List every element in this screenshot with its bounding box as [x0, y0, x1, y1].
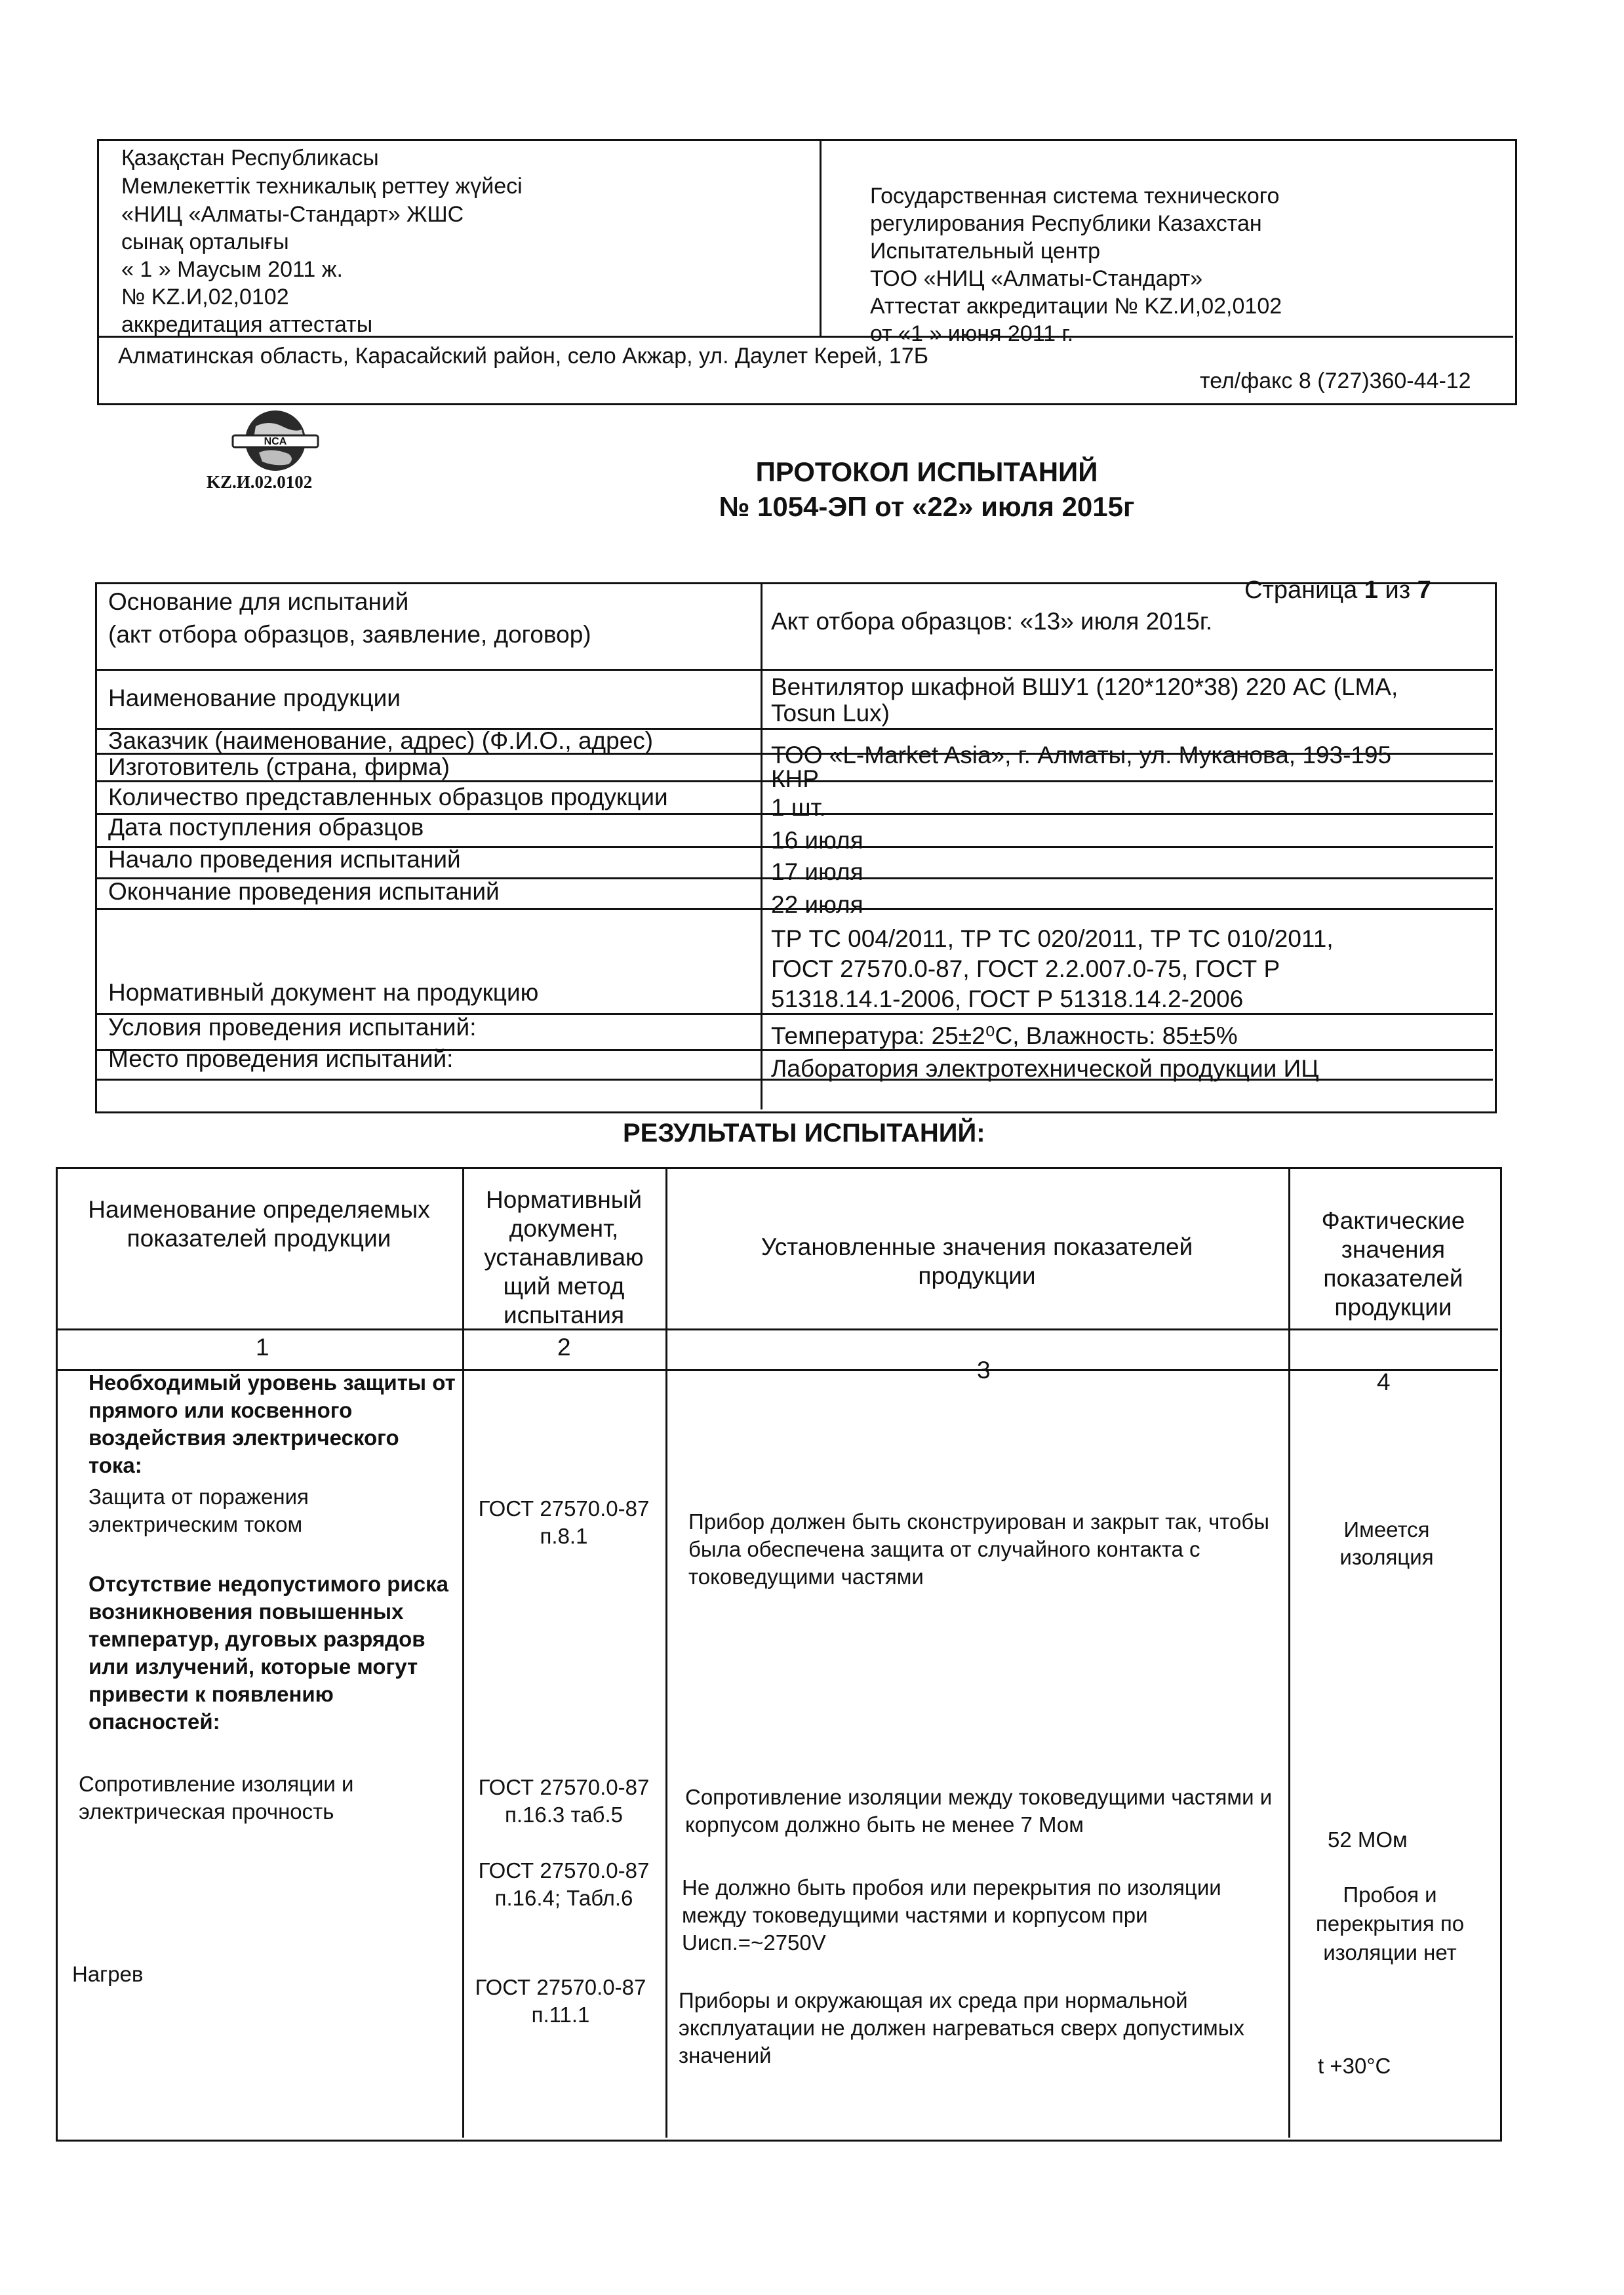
- results-col4-header: Фактические значения показателей продукции: [1321, 1207, 1465, 1321]
- basis-label-sub: (акт отбора образцов, заявление, договор): [108, 621, 591, 648]
- results-col-divider: [1288, 1167, 1290, 2138]
- header-ru-line: регулирования Республики Казахстан: [870, 211, 1262, 236]
- end-label: Окончание проведения испытаний: [108, 878, 500, 905]
- header-address: Алматинская область, Карасайский район, село Акжар, ул. Даулет Керей, 17Б: [118, 344, 929, 369]
- header-phone: тел/факс 8 (727)360-44-12: [1200, 369, 1471, 393]
- row-fact: 52 МОм: [1328, 1827, 1408, 1852]
- row-name: Защита от поражения электрическим током: [89, 1485, 309, 1536]
- end-value: 22 июля: [771, 891, 863, 918]
- arrival-value: 16 июля: [771, 827, 863, 854]
- row-requirement: Прибор должен быть сконструирован и закрыт так, чтобы была обеспечена защита от случайного контакта с токоведущими частями: [688, 1509, 1270, 1589]
- header-kz-line: «НИЦ «Алматы-Стандарт» ЖШС: [121, 202, 464, 227]
- basis-value: Акт отбора образцов: «13» июля 2015г.: [771, 608, 1213, 635]
- results-col3-header: Установленные значения показателей продукции: [761, 1233, 1193, 1289]
- arrival-label: Дата поступления образцов: [108, 814, 424, 841]
- results-col1-header: Наименование определяемых показателей продукции: [88, 1196, 430, 1252]
- normdoc-value-3: 51318.14.1-2006, ГОСТ Р 51318.14.2-2006: [771, 986, 1244, 1012]
- row-fact: Имеется изоляция: [1339, 1517, 1434, 1569]
- results-col-divider: [462, 1167, 464, 2138]
- info-row-line: [95, 669, 1493, 671]
- product-value-cont: Tosun Lux): [771, 700, 890, 727]
- section-title: Отсутствие недопустимого риска возникновения повышенных температур, дуговых разрядов или излучений, которые могут привести к появлению опасностей:: [89, 1572, 448, 1734]
- normdoc-value-2: ГОСТ 27570.0-87, ГОСТ 2.2.007.0-75, ГОСТ Р: [771, 955, 1280, 982]
- header-kz-line: № KZ.И,02,0102: [121, 285, 289, 309]
- row-requirement: Сопротивление изоляции между токоведущими частями и корпусом должно быть не менее 7 Мом: [685, 1785, 1273, 1837]
- row-name: Сопротивление изоляции и электрическая прочность: [79, 1772, 354, 1824]
- quantity-label: Количество представленных образцов продукции: [108, 784, 668, 810]
- page-separator: из: [1377, 576, 1417, 604]
- row-requirement: Не должно быть пробоя или перекрытия по изоляции между токоведущими частями и корпусом при Uисп.=~2750V: [682, 1875, 1221, 1955]
- results-col3-number: 3: [977, 1357, 991, 1384]
- results-col4-number: 4: [1377, 1368, 1391, 1395]
- row-doc: ГОСТ 27570.0-87 п.16.3 таб.5: [478, 1775, 650, 1827]
- header-kz-line: сынақ орталығы: [121, 230, 289, 254]
- start-label: Начало проведения испытаний: [108, 846, 461, 873]
- row-doc: ГОСТ 27570.0-87 п.8.1: [478, 1496, 650, 1548]
- conditions-value: Температура: 25±2⁰С, Влажность: 85±5%: [771, 1022, 1238, 1049]
- place-label: Место проведения испытаний:: [108, 1045, 454, 1072]
- customer-label: Заказчик (наименование, адрес) (Ф.И.О., адрес): [108, 727, 654, 754]
- row-fact: Пробоя и перекрытия по изоляции нет: [1315, 1883, 1465, 1965]
- header-ru-line: ТОО «НИЦ «Алматы-Стандарт»: [870, 266, 1203, 291]
- header-kz-line: Қазақстан Республикасы: [121, 146, 379, 170]
- results-col2-number: 2: [557, 1334, 571, 1361]
- normdoc-value-1: ТР ТС 004/2011, ТР ТС 020/2011, ТР ТС 010/2011,: [771, 925, 1334, 952]
- svg-text:NCA: NCA: [264, 436, 287, 447]
- page-current: 1: [1364, 576, 1378, 604]
- header-kz-line: « 1 » Маусым 2011 ж.: [121, 257, 343, 282]
- section-title: Необходимый уровень защиты от прямого или косвенного воздействия электрического тока:: [89, 1370, 456, 1477]
- results-col2-header: Нормативный документ, устанавливаю щий метод испытания: [484, 1186, 644, 1328]
- quantity-value: 1 шт.: [771, 794, 826, 821]
- header-kz-line: аккредитация аттестаты: [121, 312, 373, 337]
- document-title: ПРОТОКОЛ ИСПЫТАНИЙ: [755, 456, 1098, 487]
- customer-value: ТОО «L-Market Asia», г. Алматы, ул. Муканова, 193-195: [771, 742, 1392, 768]
- header-ru-line: Государственная система технического: [870, 184, 1280, 209]
- results-col1-number: 1: [256, 1334, 269, 1361]
- page-prefix: Страница: [1244, 576, 1364, 604]
- results-header-line: [56, 1328, 1498, 1330]
- header-ru-line: Испытательный центр: [870, 239, 1101, 264]
- row-name: Нагрев: [72, 1962, 144, 1986]
- header-ru-line: от «1 » июня 2011 г.: [870, 321, 1074, 346]
- results-title: РЕЗУЛЬТАТЫ ИСПЫТАНИЙ:: [623, 1119, 985, 1148]
- place-value: Лаборатория электротехнической продукции ИЦ: [771, 1055, 1319, 1082]
- normdoc-label: Нормативный документ на продукцию: [108, 979, 539, 1006]
- basis-label: Основание для испытаний: [108, 588, 409, 615]
- page-total: 7: [1417, 576, 1431, 604]
- start-value: 17 июля: [771, 858, 863, 885]
- row-fact: t +30°С: [1318, 2054, 1391, 2078]
- header-ru-line: Аттестат аккредитации № KZ.И,02,0102: [870, 294, 1282, 319]
- row-doc: ГОСТ 27570.0-87 п.11.1: [475, 1975, 646, 2027]
- manufacturer-label: Изготовитель (страна, фирма): [108, 753, 450, 780]
- results-col-divider: [665, 1167, 667, 2138]
- product-value: Вентилятор шкафной ВШУ1 (120*120*38) 220 AC (LMA,: [771, 673, 1398, 700]
- document-number: № 1054-ЭП от «22» июля 2015г: [719, 491, 1135, 522]
- manufacturer-value: КНР: [771, 765, 819, 792]
- row-requirement: Приборы и окружающая их среда при нормальной эксплуатации не должен нагреваться сверх допустимых значений: [679, 1988, 1244, 2067]
- header-divider: [820, 139, 822, 336]
- conditions-label: Условия проведения испытаний:: [108, 1014, 477, 1041]
- row-doc: ГОСТ 27570.0-87 п.16.4; Табл.6: [478, 1858, 650, 1910]
- logo-code: KZ.И.02.0102: [207, 472, 313, 492]
- header-kz-line: Мемлекеттік техникалық реттеу жүйесі: [121, 174, 523, 199]
- product-label: Наименование продукции: [108, 685, 401, 711]
